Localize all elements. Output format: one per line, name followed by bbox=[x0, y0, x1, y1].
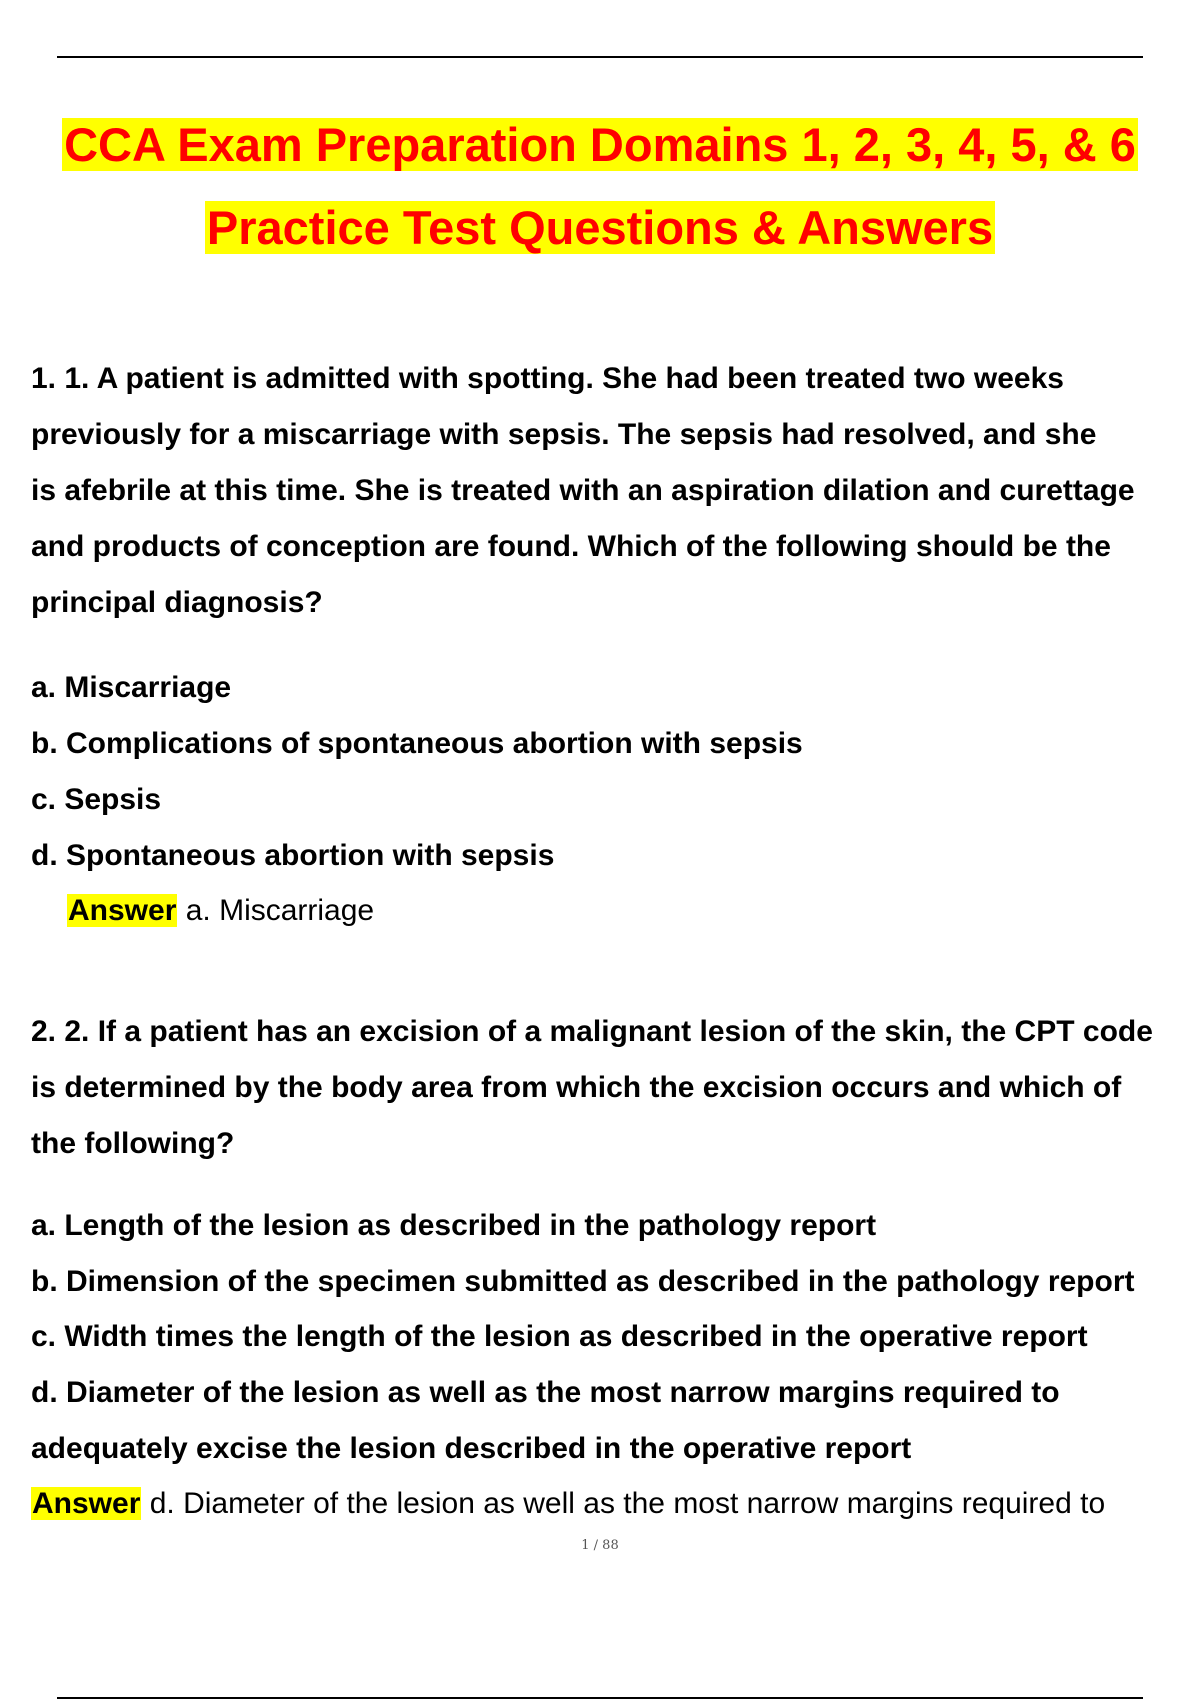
question-2-line: 2. 2. If a patient has an excision of a malignant lesion of the skin, the CPT code bbox=[31, 1015, 1153, 1048]
question-1-line: principal diagnosis? bbox=[31, 586, 323, 619]
question-2-option-c: c. Width times the length of the lesion as described in the operative report bbox=[31, 1320, 1088, 1353]
answer-label: Answer bbox=[68, 894, 177, 927]
question-2-line: is determined by the body area from which the excision occurs and which of bbox=[31, 1071, 1122, 1104]
question-1-line: and products of conception are found. Which of the following should be the bbox=[31, 530, 1111, 563]
question-1-line: is afebrile at this time. She is treated with an aspiration dilation and curettage bbox=[31, 474, 1135, 507]
question-2-answer bbox=[31, 1476, 1200, 1532]
answer-value: d. Diameter of the lesion as well as the most narrow margins required to bbox=[149, 1487, 1106, 1520]
page-number: 1 / 88 bbox=[581, 1538, 619, 1553]
question-2-line: the following? bbox=[31, 1127, 235, 1160]
question-1-option-d: d. Spontaneous abortion with sepsis bbox=[31, 839, 555, 872]
document-title-line-2 bbox=[0, 199, 1200, 257]
question-1-option-a: a. Miscarriage bbox=[31, 671, 232, 704]
option-d-line: adequately excise the lesion described in the operative report bbox=[31, 1432, 912, 1465]
answer-value: a. Miscarriage bbox=[185, 894, 375, 927]
bottom-divider bbox=[57, 1697, 1143, 1699]
document-title-line-1 bbox=[0, 116, 1200, 174]
option-d-line: d. Diameter of the lesion as well as the most narrow margins required to bbox=[31, 1376, 1060, 1409]
question-2-option-b: b. Dimension of the specimen submitted as described in the pathology report bbox=[31, 1265, 1135, 1298]
answer-label: Answer bbox=[32, 1487, 141, 1520]
question-2-text bbox=[31, 1004, 1200, 1172]
question-1-line: 1. 1. A patient is admitted with spotting. She had been treated two weeks bbox=[31, 362, 1064, 395]
question-1-line: previously for a miscarriage with sepsis. The sepsis had resolved, and she bbox=[31, 418, 1097, 451]
question-1-text bbox=[31, 351, 1200, 631]
top-divider bbox=[57, 56, 1143, 58]
title-highlight-2: Practice Test Questions & Answers bbox=[206, 201, 994, 254]
title-highlight-1: CCA Exam Preparation Domains 1, 2, 3, 4, 5, & 6 bbox=[64, 118, 1136, 171]
question-2-option-d bbox=[31, 1365, 1200, 1477]
question-1-answer bbox=[67, 883, 374, 939]
question-2-option-a: a. Length of the lesion as described in the pathology report bbox=[31, 1209, 877, 1242]
question-1-option-c: c. Sepsis bbox=[31, 783, 162, 816]
question-1-option-b: b. Complications of spontaneous abortion with sepsis bbox=[31, 727, 803, 760]
